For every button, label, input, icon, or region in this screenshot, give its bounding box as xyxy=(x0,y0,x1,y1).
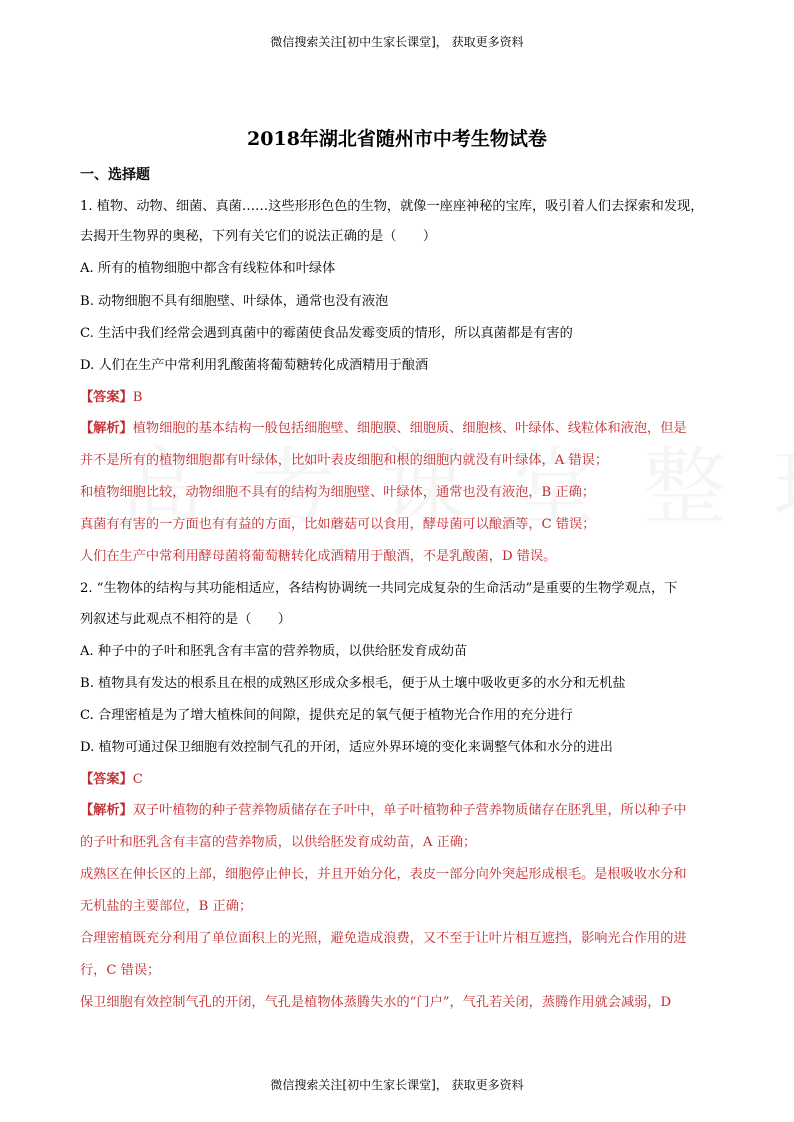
q2-analysis-line7: 保卫细胞有效控制气孔的开闭，气孔是植物体蒸腾失水的“门户”，气孔若关闭，蒸腾作用就会减弱，D xyxy=(80,995,672,1010)
answer-value: C xyxy=(132,772,143,787)
q2-analysis-line2: 的子叶和胚乳含有丰富的营养物质，以供给胚发育成幼苗，A 正确； xyxy=(80,835,477,850)
q1-answer xyxy=(80,388,720,408)
q2-option-a: A. 种子中的子叶和胚乳含有丰富的营养物质，以供给胚发育成幼苗 xyxy=(80,644,468,659)
answer-tag: 【答案】 xyxy=(80,772,133,787)
q2-analysis-line3: 成熟区在伸长区的上部，细胞停止伸长，并且开始分化，表皮一部分向外突起形成根毛。是根吸收水分和 xyxy=(80,867,687,882)
analysis-text: 植物细胞的基本结构一般包括细胞壁、细胞膜、细胞质、细胞核、叶绿体、线粒体和液泡，但是 xyxy=(132,421,687,436)
q1-option-c: C. 生活中我们经常会遇到真菌中的霉菌使食品发霉变质的情形，所以真菌都是有害的 xyxy=(80,326,573,341)
q1-option-a: A. 所有的植物细胞中都含有线粒体和叶绿体 xyxy=(80,261,336,276)
q2-stem-line2: 列叙述与此观点不相符的是（ ） xyxy=(80,612,291,627)
q1-analysis-line1 xyxy=(80,419,720,439)
answer-value: B xyxy=(132,390,143,405)
q1-analysis-line3: 和植物细胞比较，动物细胞不具有的结构为细胞壁、叶绿体，通常也没有液泡，B 正确； xyxy=(80,485,596,500)
analysis-tag: 【解析】 xyxy=(80,803,133,818)
q1-analysis-line5: 人们在生产中常利用酵母菌将葡萄糖转化成酒精用于酿酒，不是乳酸菌，D 错误。 xyxy=(80,549,557,564)
answer-tag: 【答案】 xyxy=(80,390,133,405)
section-heading: 一、选择题 xyxy=(80,167,150,183)
q1-analysis-line4: 真菌有有害的一方面也有有益的方面，比如蘑菇可以食用，酵母菌可以酿酒等，C 错误； xyxy=(80,517,596,532)
q2-option-d: D. 植物可通过保卫细胞有效控制气孔的开闭，适应外界环境的变化来调整气体和水分的进出 xyxy=(80,740,613,755)
q1-option-d: D. 人们在生产中常利用乳酸菌将葡萄糖转化成酒精用于酿酒 xyxy=(80,358,429,373)
header-note: 微信搜索关注[初中生家长课堂]， 获取更多资料 xyxy=(270,35,524,49)
q1-analysis-line2: 并不是所有的植物细胞都有叶绿体，比如叶表皮细胞和根的细胞内就没有叶绿体，A 错误； xyxy=(80,453,609,468)
q1-option-b: B. 动物细胞不具有细胞壁、叶绿体，通常也没有液泡 xyxy=(80,294,389,309)
analysis-text: 双子叶植物的种子营养物质储存在子叶中，单子叶植物种子营养物质储存在胚乳里，所以种子中 xyxy=(132,803,687,818)
q2-option-c: C. 合理密植是为了增大植株间的间隙，提供充足的氧气便于植物光合作用的充分进行 xyxy=(80,708,573,723)
q1-stem-line1: 1. 植物、动物、细菌、真菌……这些形形色色的生物，就像一座座神秘的宝库，吸引着人们去探索和发现， xyxy=(80,199,704,214)
analysis-tag: 【解析】 xyxy=(80,421,133,436)
q1-stem-line2: 去揭开生物界的奥秘，下列有关它们的说法正确的是（ ） xyxy=(80,229,437,244)
q2-analysis-line1 xyxy=(80,801,720,821)
q2-stem-line1: 2. “生物体的结构与其功能相适应，各结构协调统一共同完成复杂的生命活动”是重要的生物学观点，下 xyxy=(80,581,678,596)
q2-answer xyxy=(80,770,720,790)
page-title: 2018年湖北省随州市中考生物试卷 xyxy=(247,128,547,150)
q2-analysis-line5: 合理密植既充分利用了单位面积上的光照，避免造成浪费，又不至于让叶片相互遮挡，影响光合作用的进 xyxy=(80,931,687,946)
q2-option-b: B. 植物具有发达的根系且在根的成熟区形成众多根毛，便于从土壤中吸收更多的水分和无机盐 xyxy=(80,676,626,691)
q2-analysis-line6: 行，C 错误； xyxy=(80,963,161,978)
footer-note: 微信搜索关注[初中生家长课堂]， 获取更多资料 xyxy=(270,1078,524,1092)
q2-analysis-line4: 无机盐的主要部位，B 正确； xyxy=(80,899,253,914)
